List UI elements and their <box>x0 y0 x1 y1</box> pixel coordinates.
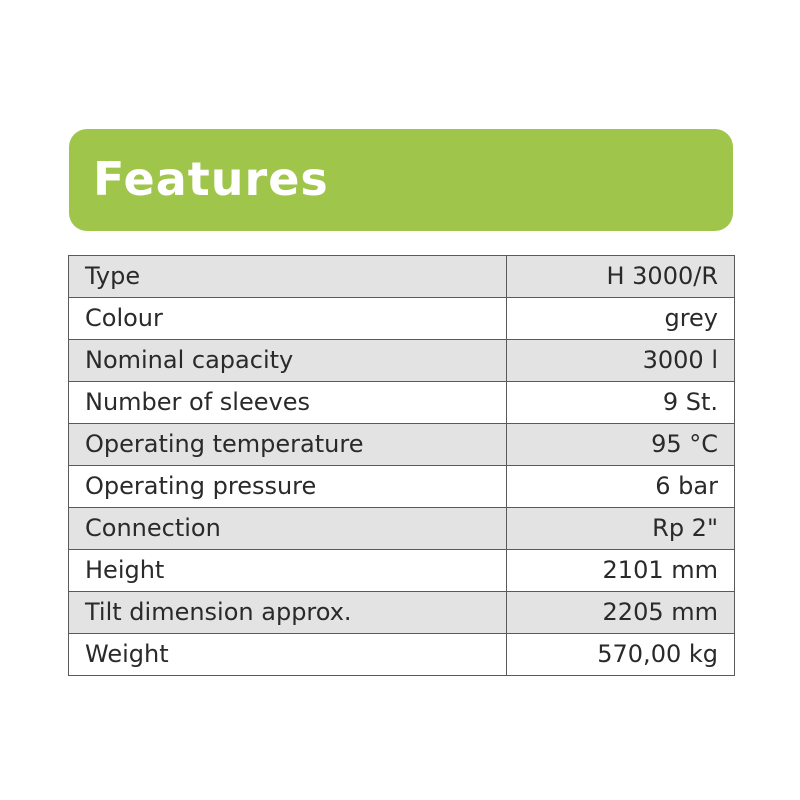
row-label: Nominal capacity <box>69 340 507 382</box>
table-row-tilt-dimension <box>69 592 735 634</box>
row-value: 6 bar <box>507 466 735 508</box>
table-row-operating-pressure <box>69 466 735 508</box>
page-title: Features <box>93 152 329 206</box>
row-value: 95 °C <box>507 424 735 466</box>
row-value: 2101 mm <box>507 550 735 592</box>
row-label: Operating pressure <box>69 466 507 508</box>
row-label: Height <box>69 550 507 592</box>
row-label: Weight <box>69 634 507 676</box>
table-row-height <box>69 550 735 592</box>
row-value: Rp 2" <box>507 508 735 550</box>
features-table <box>68 255 735 676</box>
row-label: Tilt dimension approx. <box>69 592 507 634</box>
table-row-operating-temperature <box>69 424 735 466</box>
row-value: 3000 l <box>507 340 735 382</box>
row-value: 9 St. <box>507 382 735 424</box>
table-row-type <box>69 256 735 298</box>
row-label: Operating temperature <box>69 424 507 466</box>
row-value: H 3000/R <box>507 256 735 298</box>
table-row-nominal-capacity <box>69 340 735 382</box>
row-label: Number of sleeves <box>69 382 507 424</box>
table-row-weight <box>69 634 735 676</box>
row-value: 570,00 kg <box>507 634 735 676</box>
table-row-connection <box>69 508 735 550</box>
row-label: Type <box>69 256 507 298</box>
row-value: 2205 mm <box>507 592 735 634</box>
features-banner <box>69 129 733 231</box>
table-row-colour <box>69 298 735 340</box>
table-row-number-of-sleeves <box>69 382 735 424</box>
row-label: Connection <box>69 508 507 550</box>
row-value: grey <box>507 298 735 340</box>
row-label: Colour <box>69 298 507 340</box>
